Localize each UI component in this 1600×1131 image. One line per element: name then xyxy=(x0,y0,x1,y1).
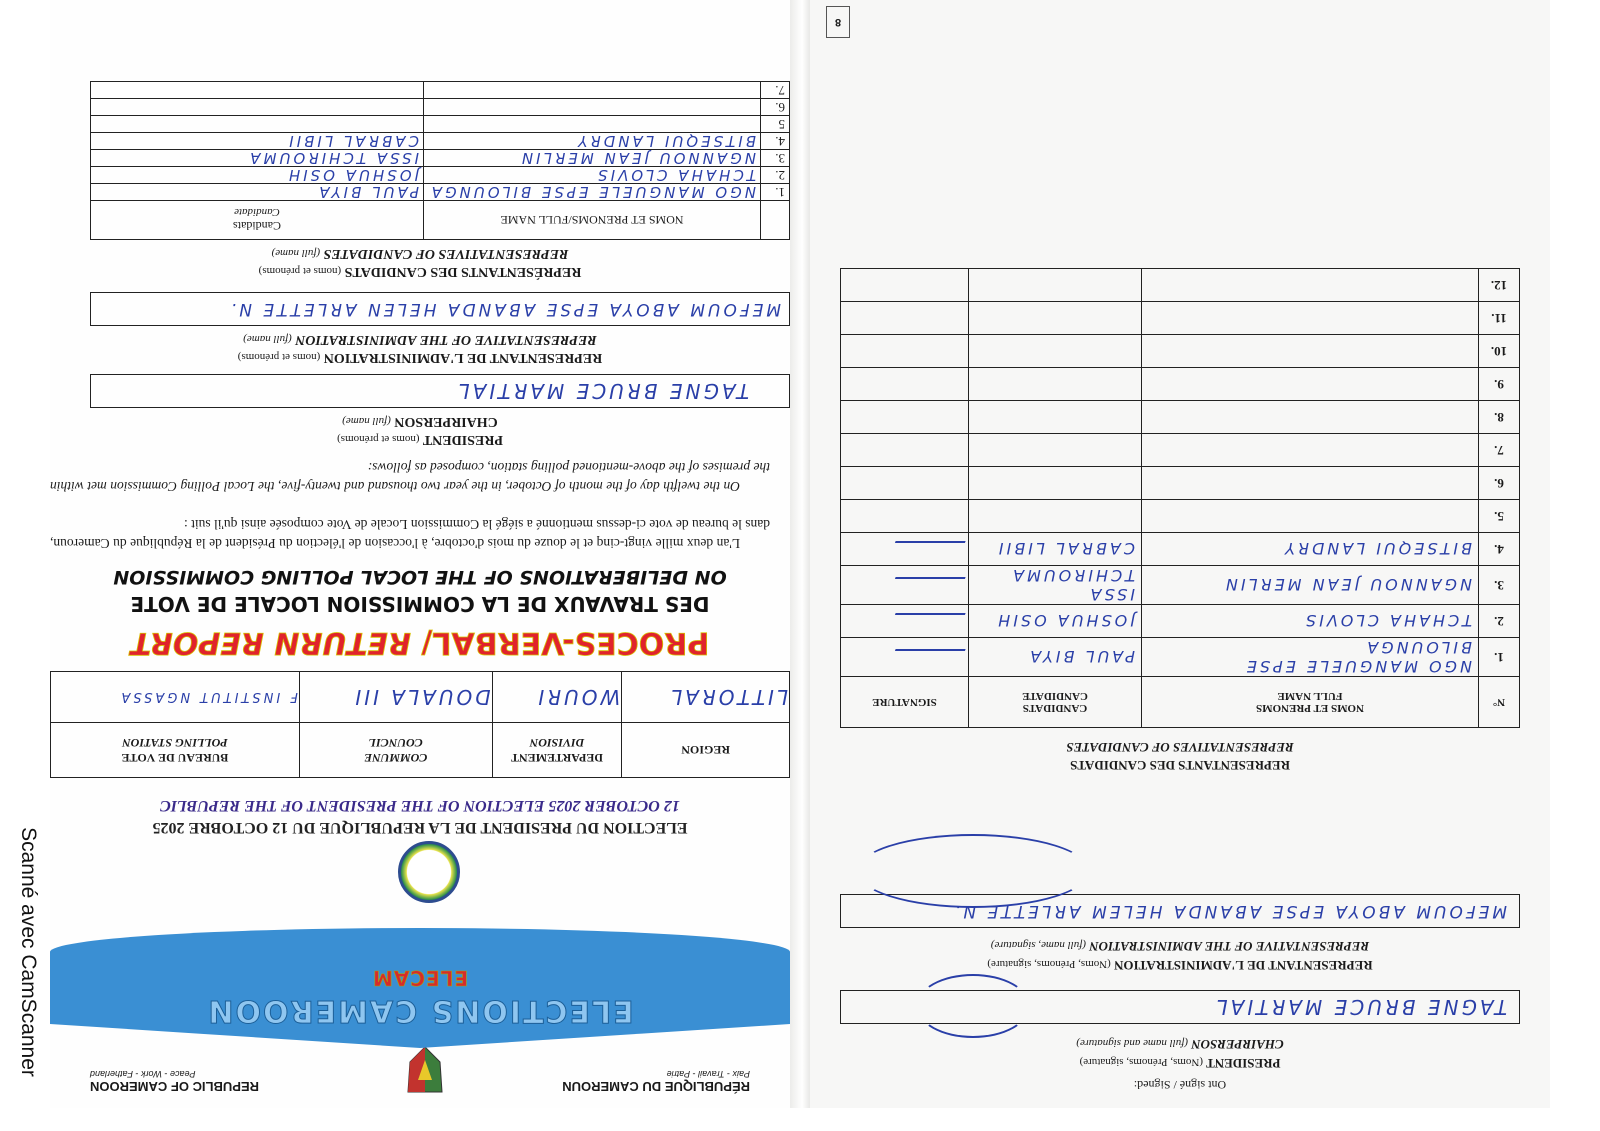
admin-rep-label: REPRESENTANT DE L'ADMINISTRATION (Noms, Prénoms, signature) REPRESENTATIVE OF THE ADMINISTRATION (full name, signature) xyxy=(987,939,1373,973)
signature-mark xyxy=(888,650,965,670)
table-row: 4. BITSEQUI LANDRY CABRAL LIBII xyxy=(841,533,1520,566)
table-row: 8. xyxy=(841,401,1520,434)
signature-page xyxy=(810,0,1550,1108)
table-row: 7. xyxy=(91,82,790,99)
signature-mark xyxy=(888,578,965,598)
col-candidate: CANDIDATS CANDIDATE xyxy=(969,677,1142,728)
table-row: 6. xyxy=(91,99,790,116)
president-name-field[interactable]: TAGNE BRUCE MARTIAL xyxy=(840,990,1520,1024)
table-row: 1. NGO MANGUELE EPSE BILOUNGA PAUL BIYA xyxy=(841,638,1520,677)
polling-station-value[interactable]: F INSTITUT NGASSA xyxy=(51,672,300,723)
table-row: 4. BITSEQUI LANDRY CABRAL LIBII xyxy=(91,133,790,150)
admin-rep-signature xyxy=(856,834,1090,908)
col-division: DEPARTEMENT DIVISION xyxy=(492,723,622,778)
signature-mark xyxy=(888,614,965,634)
col-polling-station: BUREAU DE VOTE POLLING STATION xyxy=(51,723,300,778)
col-num xyxy=(761,201,790,240)
col-candidate: Candidats Candidate xyxy=(91,201,424,240)
election-title-en: 12 OCTOBER 2025 ELECTION OF THE PRESIDENT OF THE REPUBLIC xyxy=(160,797,680,814)
watermark-text: Scanné avec CamScanner xyxy=(17,827,40,1077)
col-num: N° xyxy=(1479,677,1520,728)
chairperson-name-field[interactable]: TAGNE BRUCE MARTIAL xyxy=(90,374,790,408)
col-council: COMMUNE COUNCIL xyxy=(299,723,492,778)
coat-of-arms-icon xyxy=(400,1042,450,1102)
col-region: REGION xyxy=(622,723,790,778)
chairperson-label: PRESIDENT (noms et prénoms) CHAIRPERSON (full name) xyxy=(337,414,503,447)
report-subtitle-fr: DES TRAVAUX DE LA COMMISSION LOCALE DE VOTE xyxy=(130,592,710,616)
report-subtitle-en: ON DELIBERATIONS OF THE LOCAL POLLING COMMISSION xyxy=(113,566,727,588)
col-signature: SIGNATURE xyxy=(841,677,969,728)
table-row: 9. xyxy=(841,368,1520,401)
intro-paragraph-fr: L'an deux mille vingt-cinq et le douze du mois d'octobre, à l'occasion de l'élection du Président de la République du Cameroun, dans le bureau de vote ci-dessus mentionné a siégé la Commission Locale de Vote composée ainsi qu'il suit : xyxy=(50,517,770,551)
table-row: 5 xyxy=(91,116,790,133)
location-table xyxy=(50,671,790,778)
table-row: 1. NGO MANGUELE EPSE BILOUNGA PAUL BIYA xyxy=(91,184,790,201)
table-row: 5. xyxy=(841,500,1520,533)
signature-cell[interactable] xyxy=(841,605,969,638)
camscanner-watermark xyxy=(8,800,48,1100)
candidates-signature-table xyxy=(840,268,1520,728)
table-row: 7. xyxy=(841,434,1520,467)
election-seal-icon xyxy=(398,841,460,903)
table-row: 6. xyxy=(841,467,1520,500)
page-number: 8 xyxy=(826,6,850,38)
table-row: 12. xyxy=(841,269,1520,302)
binding-gutter xyxy=(790,0,810,1108)
candidates-reps-label: REPRESENTANTS DES CANDIDATS REPRESENTATIVES OF CANDIDATES xyxy=(1066,740,1294,773)
admin-rep-name-field[interactable]: MEFOUM ABOYA EPSE ABANDA HELEM ARLETTE N. xyxy=(840,894,1520,928)
signature-cell[interactable] xyxy=(841,533,969,566)
signature-cell[interactable] xyxy=(841,566,969,605)
table-row: 2. TCHAHA CLOVIS JOSHUA OSIH xyxy=(841,605,1520,638)
signature-cell[interactable] xyxy=(841,638,969,677)
table-row: 2. TCHAHA CLOVIS JOSHUA OSIH xyxy=(91,167,790,184)
col-full-name: NOMS ET PRENOMS/FULL NAME xyxy=(424,201,761,240)
table-row: 3. NGANNOU JEAN MERLIN ISSA TCHIROUMA xyxy=(841,566,1520,605)
division-value[interactable]: WOURI xyxy=(492,672,622,723)
president-label: PRESIDENT (Noms, Prénoms, signature) CHAIRPERSON (full name and signature) xyxy=(1076,1037,1284,1071)
cover-page xyxy=(50,0,790,1108)
admin-rep-label: REPRESENTANT DE L'ADMINISTRATION (noms et prénoms) REPRESENTATIVE OF THE ADMINISTRATION (full name) xyxy=(237,332,603,365)
intro-paragraph-en: On the twelfth day of the month of October, in the year two thousand and twenty-five, the Local Polling Commission met within the premises of the above-mentioned polling station, composed as follows: xyxy=(50,460,770,494)
report-title: PROCES-VERBAL/ RETURN REPORT xyxy=(130,625,710,660)
table-row: 3. NGANNOU JEAN MERLIN ISSA TCHIROUMA xyxy=(91,150,790,167)
republic-fr: RÉPUBLIQUE DU CAMEROUN Paix - Travail - Patrie xyxy=(562,1069,750,1094)
election-title-fr: ELECTION DU PRESIDENT DE LA REPUBLIQUE DU 12 OCTOBRE 2025 xyxy=(152,819,688,836)
region-value[interactable]: LITTORAL xyxy=(622,672,790,723)
candidates-reps-table xyxy=(90,81,790,240)
signature-mark xyxy=(888,542,965,562)
republic-en: REPUBLIC OF CAMEROON Peace - Work - Fatherland xyxy=(90,1069,259,1094)
scanned-document-spread xyxy=(50,0,1550,1108)
table-row: 11. xyxy=(841,302,1520,335)
org-name: ELECTIONS CAMEROON xyxy=(206,993,634,1028)
council-value[interactable]: DOUALA III xyxy=(299,672,492,723)
president-signature xyxy=(916,974,1030,1038)
col-full-name: NOMS ET PRENOMS FULL NAME xyxy=(1142,677,1479,728)
table-row: 10. xyxy=(841,335,1520,368)
elecam-banner xyxy=(50,918,790,1108)
admin-rep-name-field[interactable]: MEFOUM ABOYA EPSE ABANDA HELEN ARLETTE N. xyxy=(90,292,790,326)
candidates-reps-label: REPRÉSENTANTS DES CANDIDATS (noms et prénoms) REPRESENTATIVES OF CANDIDATES (full name) xyxy=(258,246,582,279)
signed-label: Ont signé / Signed: xyxy=(1133,1078,1227,1092)
org-acronym: ELECAM xyxy=(371,966,469,990)
